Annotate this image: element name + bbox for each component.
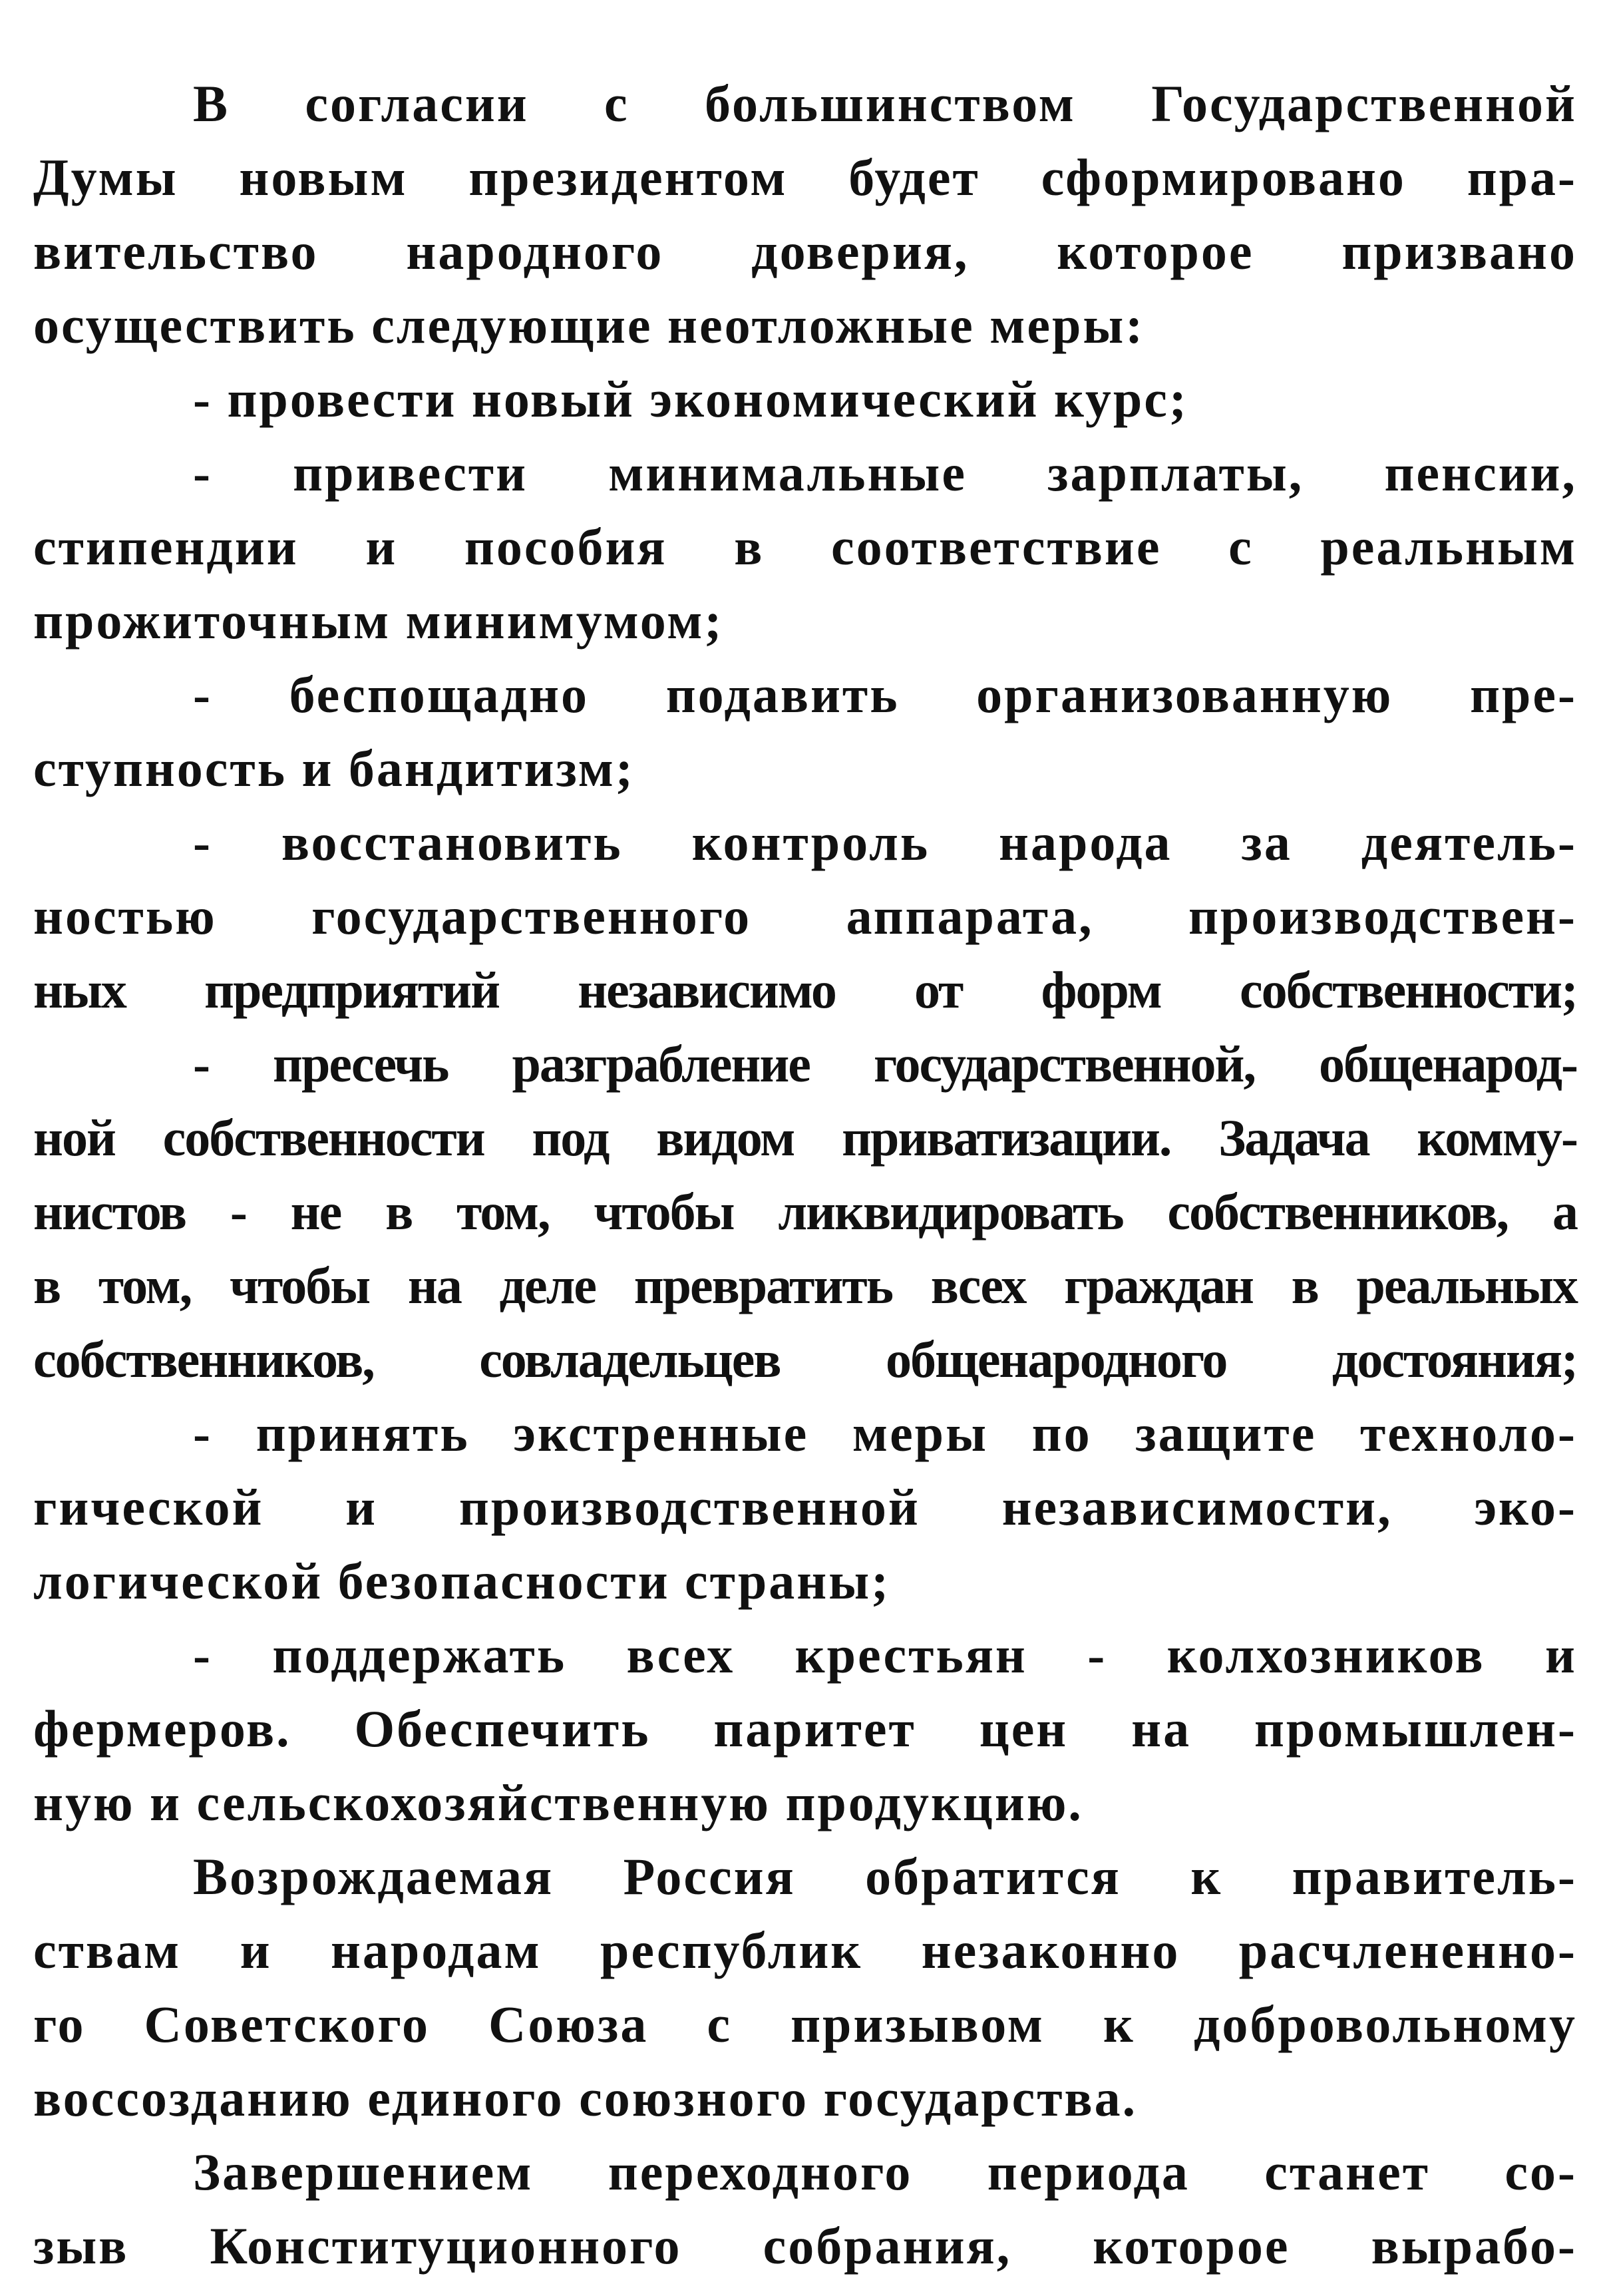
text-line: воссозданию единого союзного государства.: [33, 2069, 1138, 2127]
text-line: логической безопасности страны;: [33, 1552, 891, 1610]
text-line: ных предприятий независимо от форм собственности;: [33, 961, 1577, 1019]
text-line: - провести новый экономический курс;: [193, 370, 1188, 428]
text-line: ную и сельскохозяйственную продукцию.: [33, 1774, 1083, 1831]
text-line: зыв Конституционного собрания, которое вырабо-: [33, 2217, 1577, 2275]
document-page: [33, 67, 1577, 2283]
text-line: - привести минимальные зарплаты, пенсии,: [193, 444, 1577, 502]
text-line: в том, чтобы на деле превратить всех граждан в реальных: [33, 1256, 1577, 1314]
text-line: ностью государственного аппарата, производствен-: [33, 887, 1577, 945]
text-line: нистов - не в том, чтобы ликвидировать собственников, а: [33, 1183, 1577, 1241]
text-line: го Советского Союза с призывом к добровольному: [33, 1995, 1577, 2053]
text-line: - принять экстренные меры по защите техноло-: [193, 1404, 1577, 1462]
text-line: Завершением переходного периода станет со-: [193, 2143, 1577, 2201]
text-line: ступность и бандитизм;: [33, 739, 635, 797]
text-line: прожиточным минимумом;: [33, 592, 724, 650]
text-line: фермеров. Обеспечить паритет цен на промышлен-: [33, 1700, 1577, 1758]
text-line: стипендии и пособия в соответствие с реальным: [33, 518, 1577, 576]
text-line: - беспощадно подавить организованную пре-: [193, 666, 1577, 723]
text-line: ствам и народам республик незаконно расчлененно-: [33, 1921, 1577, 1979]
text-line: гической и производственной независимости, эко-: [33, 1478, 1577, 1536]
text-line: вительство народного доверия, которое призвано: [33, 222, 1577, 280]
text-line: - восстановить контроль народа за деятель-: [193, 813, 1577, 871]
text-line: Думы новым президентом будет сформировано пра-: [33, 148, 1577, 206]
text-line: Возрождаемая Россия обратится к правитель-: [193, 1847, 1577, 1905]
text-line: - поддержать всех крестьян - колхозников и: [193, 1626, 1577, 1684]
text-line: В согласии с большинством Государственной: [193, 75, 1577, 132]
text-line: осуществить следующие неотложные меры:: [33, 296, 1145, 354]
text-line: ной собственности под видом приватизации. Задача комму-: [33, 1109, 1577, 1167]
text-line: - пресечь разграбление государственной, общенарод-: [193, 1035, 1577, 1093]
text-line: собственников, совладельцев общенародного достояния;: [33, 1330, 1577, 1388]
